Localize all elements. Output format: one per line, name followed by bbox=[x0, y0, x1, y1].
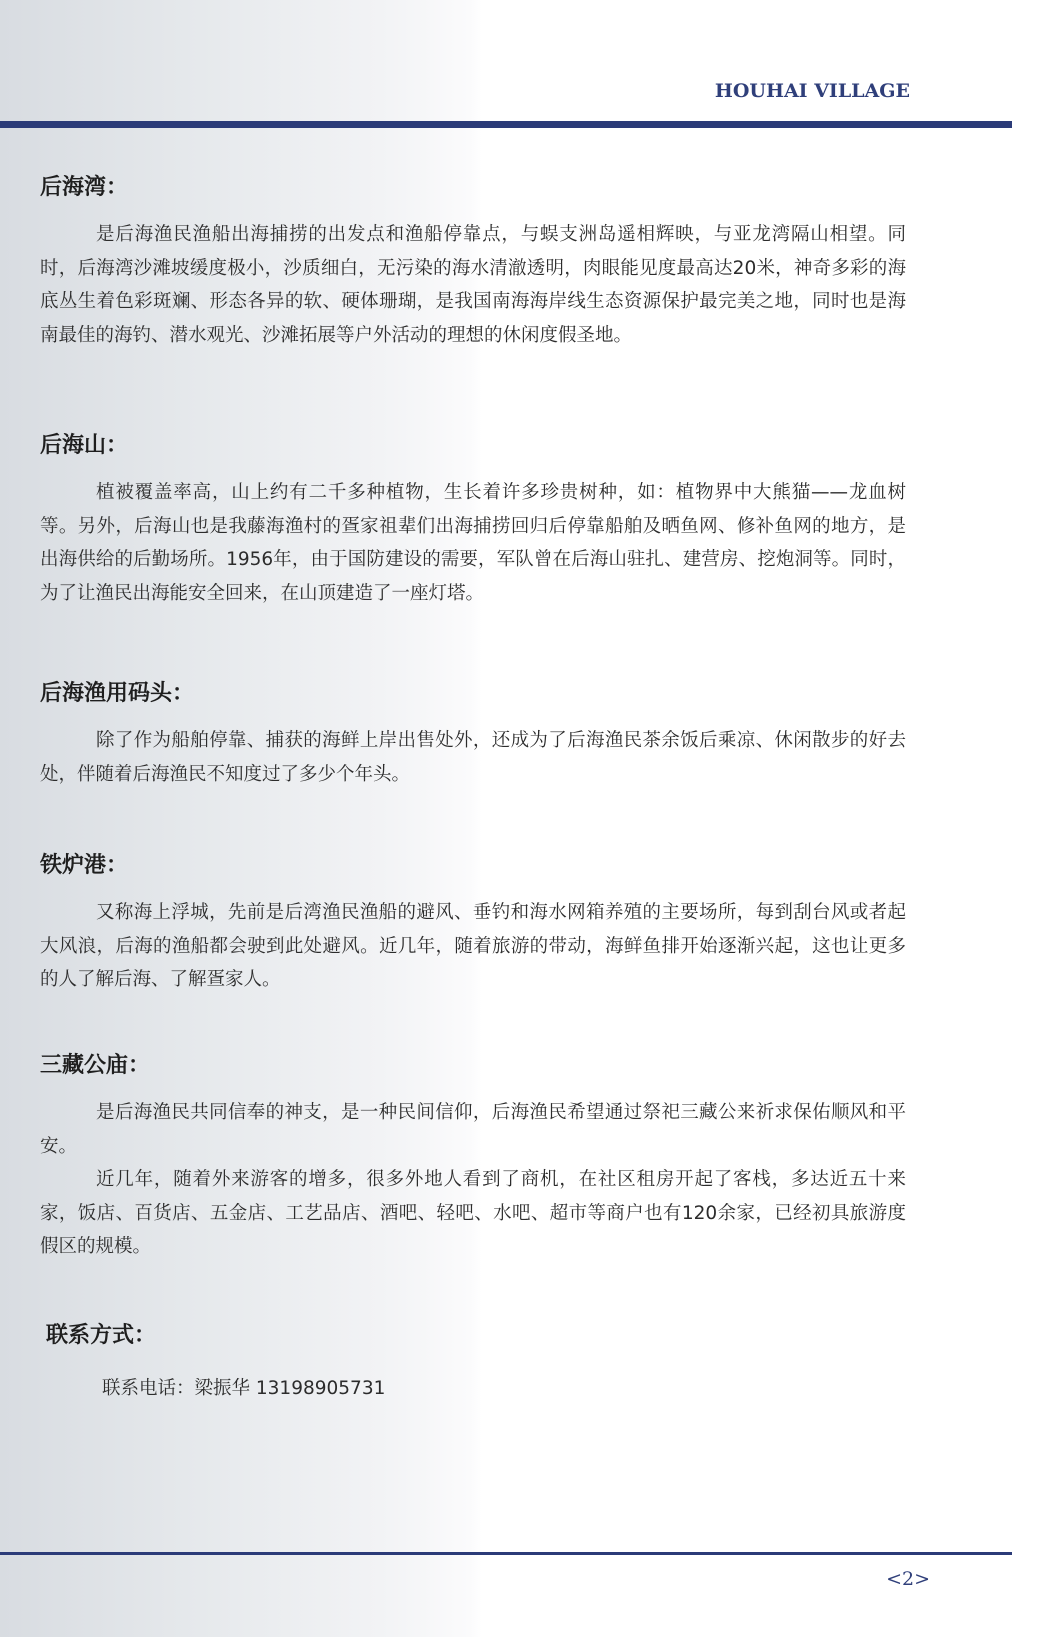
contact-heading: 联系方式： bbox=[46, 1323, 157, 1348]
section-heading: 后海山： bbox=[40, 433, 129, 458]
footer-rule bbox=[0, 1552, 1012, 1555]
contact-phone: 联系电话：梁振华 13198905731 bbox=[102, 1378, 386, 1399]
section-houhai-bay bbox=[40, 172, 906, 352]
section-paragraph: 是后海渔民渔船出海捕捞的出发点和渔船停靠点，与蜈支洲岛遥相辉映，与亚龙湾隔山相望。同时，后海湾沙滩坡缓度极小，沙质细白，无污染的海水清澈透明，肉眼能见度最高达20米，神奇多彩的海底丛生着色彩斑斓、形态各异的软、硬体珊瑚，是我国南海海岸线生态资源保护最完美之地，同时也是海南最佳的海钓、潜水观光、沙滩拓展等户外活动的理想的休闲度假圣地。 bbox=[40, 224, 906, 346]
section-paragraph: 是后海渔民共同信奉的神支，是一种民间信仰，后海渔民希望通过祭祀三藏公来祈求保佑顺风和平安。 bbox=[40, 1102, 906, 1157]
header-rule bbox=[0, 121, 1012, 128]
section-heading: 铁炉港： bbox=[40, 853, 129, 878]
section-paragraph: 又称海上浮城，先前是后湾渔民渔船的避风、垂钓和海水网箱养殖的主要场所，每到刮台风或者起大风浪，后海的渔船都会驶到此处避风。近几年，随着旅游的带动，海鲜鱼排开始逐渐兴起，这也让更多的人了解后海、了解疍家人。 bbox=[40, 902, 906, 990]
section-contact bbox=[46, 1320, 912, 1405]
page-number: <2> bbox=[886, 1568, 930, 1590]
section-fishing-pier bbox=[40, 678, 906, 791]
header-title: HOUHAI VILLAGE bbox=[714, 80, 910, 102]
section-paragraph: 植被覆盖率高，山上约有二千多种植物，生长着许多珍贵树种，如：植物界中大熊猫——龙血树等。另外，后海山也是我藤海渔村的疍家祖辈们出海捕捞回归后停靠船舶及晒鱼网、修补鱼网的地方，是出海供给的后勤场所。1956年，由于国防建设的需要，军队曾在后海山驻扎、建营房、挖炮洞等。同时，为了让渔民出海能安全回来，在山顶建造了一座灯塔。 bbox=[40, 482, 906, 604]
section-houhai-mountain bbox=[40, 430, 906, 610]
section-heading: 后海渔用码头： bbox=[40, 681, 195, 706]
section-sanzang-temple bbox=[40, 1050, 906, 1264]
section-tielu-harbor bbox=[40, 850, 906, 997]
section-paragraph: 除了作为船舶停靠、捕获的海鲜上岸出售处外，还成为了后海渔民茶余饭后乘凉、休闲散步的好去处，伴随着后海渔民不知度过了多少个年头。 bbox=[40, 730, 906, 785]
section-heading: 后海湾： bbox=[40, 175, 129, 200]
section-paragraph: 近几年，随着外来游客的增多，很多外地人看到了商机，在社区租房开起了客栈，多达近五十来家，饭店、百货店、五金店、工艺品店、酒吧、轻吧、水吧、超市等商户也有120余家，已经初具旅游度假区的规模。 bbox=[40, 1169, 906, 1257]
section-heading: 三藏公庙： bbox=[40, 1053, 151, 1078]
